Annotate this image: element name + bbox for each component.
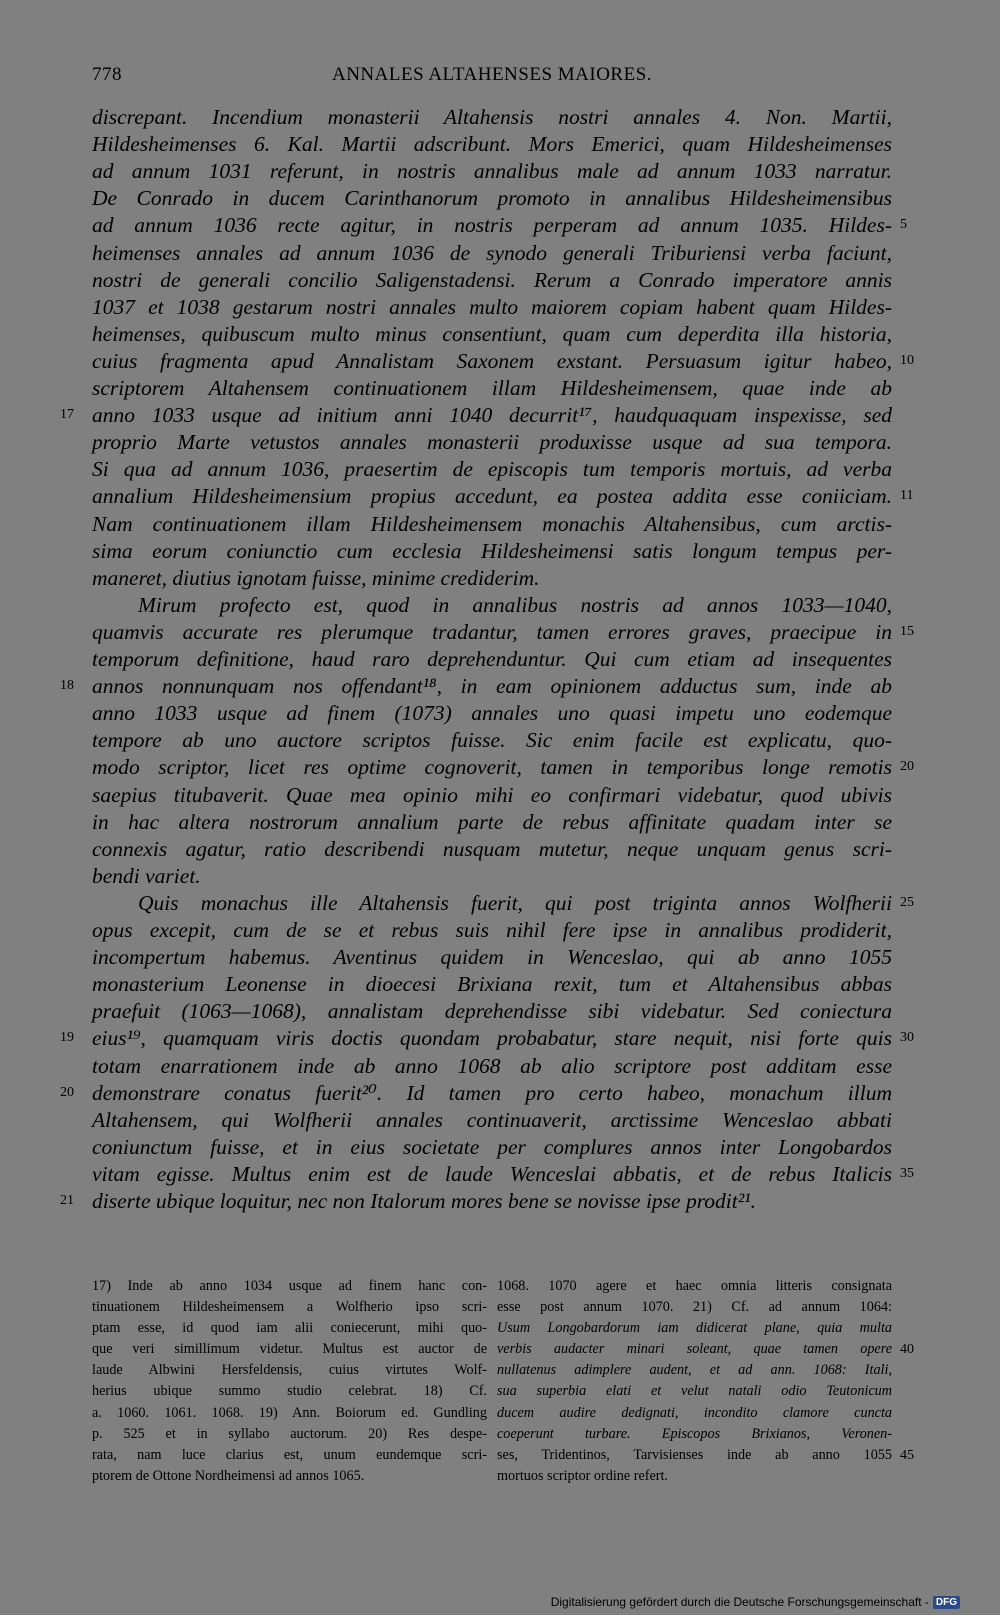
footnote-line: ptam esse, id quod iam alii coniecerunt, mihi quo- bbox=[92, 1320, 487, 1337]
footnote-line: ses, Tridentinos, Tarvisienses inde ab anno 1055 bbox=[497, 1446, 892, 1463]
footnote-line: herius ubique summo studio celebrat. 18) Cf. bbox=[92, 1383, 487, 1400]
credit-text: Digitalisierung gefördert durch die Deutsche Forschungsgemeinschaft - bbox=[550, 1595, 929, 1609]
footnote-line: laude Albwini Hersfeldensis, cuius virtutes Wolf- bbox=[92, 1362, 487, 1379]
footnote-line: esse post annum 1070. 21) Cf. ad annum 1064: bbox=[497, 1299, 892, 1316]
footnote-line-number: 45 bbox=[900, 1447, 914, 1463]
text-line: in hac altera nostrorum annalium parte de rebus affinitate quadam inter se bbox=[92, 809, 892, 834]
margin-footnote-marker: 19 bbox=[60, 1030, 74, 1046]
text-line: connexis agatur, ratio describendi nusquam mutetur, neque unquam genus scri- bbox=[92, 836, 892, 861]
margin-line-number: 35 bbox=[900, 1165, 914, 1181]
footnote-line-number: 40 bbox=[900, 1342, 914, 1358]
text-line: modo scriptor, licet res optime cognoverit, tamen in temporibus longe remotis bbox=[92, 755, 892, 780]
text-line: heimenses annales ad annum 1036 de synodo generali Triburiensi verba faciunt, bbox=[92, 240, 892, 265]
text-line: anno 1033 usque ad initium anni 1040 decurrit¹⁷, haudquaquam inspexisse, sed bbox=[92, 403, 892, 428]
text-line: ad annum 1036 recte agitur, in nostris perperam ad annum 1035. Hildes- bbox=[92, 213, 892, 238]
footnote-line: mortuos scriptor ordine refert. bbox=[497, 1467, 668, 1484]
margin-footnote-marker: 20 bbox=[60, 1084, 74, 1100]
footnote-line: ducem audire dedignati, incondito clamore cuncta bbox=[497, 1404, 892, 1421]
footnote-line: 17) Inde ab anno 1034 usque ad finem hanc con- bbox=[92, 1278, 487, 1294]
margin-line-number: 10 bbox=[900, 352, 914, 368]
text-line: annos nonnunquam nos offendant¹⁸, in eam opinionem adductus sum, inde ab bbox=[92, 674, 892, 699]
margin-footnote-marker: 17 bbox=[60, 407, 74, 423]
footnote-line: rata, nam luce clarius est, unum eundemque scri- bbox=[92, 1446, 487, 1463]
margin-footnote-marker: 18 bbox=[60, 678, 74, 694]
margin-line-number: 25 bbox=[900, 894, 914, 910]
margin-line-number: 15 bbox=[900, 623, 914, 639]
footnote-line: 1068. 1070 agere et haec omnia litteris consignata bbox=[497, 1278, 892, 1294]
footnote-line: a. 1060. 1061. 1068. 19) Ann. Boiorum ed. Gundling bbox=[92, 1404, 487, 1421]
margin-line-number: 20 bbox=[900, 759, 914, 775]
text-line: opus excepit, cum de se et rebus suis nihil fere ipse in annalibus prodiderit, bbox=[92, 918, 892, 942]
margin-line-number: 30 bbox=[900, 1030, 914, 1046]
text-line: Si qua ad annum 1036, praesertim de episcopis tum temporis mortuis, ad verba bbox=[92, 457, 892, 482]
text-line: diserte ubique loquitur, nec non Italorum mores bene se novisse ipse prodit²¹. bbox=[92, 1189, 756, 1213]
running-title: ANNALES ALTAHENSES MAIORES. bbox=[331, 64, 653, 85]
text-line: anno 1033 usque ad finem (1073) annales uno quasi impetu uno eodemque bbox=[92, 701, 892, 726]
text-line: vitam egisse. Multus enim est de laude Wenceslai abbatis, et de rebus Italicis bbox=[92, 1161, 892, 1186]
text-line: Quis monachus ille Altahensis fuerit, qui post triginta annos Wolfherii bbox=[138, 890, 892, 915]
footnote-line: tinuationem Hildesheimensem a Wolfherio ipso scri- bbox=[92, 1299, 487, 1316]
text-line: saepius titubaverit. Quae mea opinio mihi eo confirmari videbatur, quod ubivis bbox=[92, 782, 892, 807]
text-line: discrepant. Incendium monasterii Altahensis nostri annales 4. Non. Martii, bbox=[92, 105, 892, 129]
text-line: scriptorem Altahensem continuationem illam Hildesheimensem, quae inde ab bbox=[92, 376, 892, 400]
text-line: proprio Marte vetustos annales monasterii produxisse usque ad sua tempora. bbox=[92, 430, 892, 455]
text-line: tempore ab uno auctore scriptos fuisse. Sic enim facile est explicatu, quo- bbox=[92, 728, 892, 753]
text-line: Mirum profecto est, quod in annalibus nostris ad annos 1033—1040, bbox=[138, 592, 892, 617]
footnote-line: Usum Longobardorum iam didicerat plane, quia multa bbox=[497, 1320, 892, 1337]
text-line: maneret, diutius ignotam fuisse, minime crediderim. bbox=[92, 565, 540, 590]
text-line: coniunctum fuisse, et in eius societate per complures annos inter Longobardos bbox=[92, 1134, 892, 1159]
text-line: bendi variet. bbox=[92, 863, 201, 888]
footnote-line: p. 525 et in syllabo auctorum. 20) Res despe- bbox=[92, 1425, 487, 1442]
text-line: 1037 et 1038 gestarum nostri annales multo maiorem copiam habent quam Hildes- bbox=[92, 294, 892, 319]
page-header bbox=[92, 64, 892, 94]
text-line: De Conrado in ducem Carinthanorum promoto in annalibus Hildesheimensibus bbox=[92, 186, 892, 211]
dfg-logo: DFG bbox=[933, 1596, 960, 1609]
footnotes-left-column bbox=[92, 1276, 487, 1487]
footnote-line: ptorem de Ottone Nordheimensi ad annos 1065. bbox=[92, 1467, 365, 1484]
text-line: Altahensem, qui Wolfherii annales continuaverit, arctissime Wenceslao abbati bbox=[92, 1107, 892, 1132]
text-line: totam enarrationem inde ab anno 1068 ab alio scriptore post additam esse bbox=[92, 1053, 892, 1078]
text-line: ad annum 1031 referunt, in nostris annalibus male ad annum 1033 narratur. bbox=[92, 159, 892, 184]
text-line: sima eorum coniunctio cum ecclesia Hildesheimensi satis longum tempus per- bbox=[92, 538, 892, 563]
text-line: praefuit (1063—1068), annalistam deprehendisse sibi videbatur. Sed coniectura bbox=[92, 999, 892, 1024]
footnote-line: coeperunt turbare. Episcopos Brixianos, Veronen- bbox=[497, 1425, 892, 1442]
footnote-line: sua superbia elati et velut natali odio Teutonicum bbox=[497, 1383, 892, 1400]
margin-line-number: 11 bbox=[900, 488, 914, 504]
footnote-line: nullatenus adimplere audent, et ad ann. 1068: Itali, bbox=[497, 1362, 892, 1379]
page-number: 778 bbox=[92, 64, 122, 85]
text-line: nostri de generali concilio Saligenstadensi. Rerum a Conrado imperatore annis bbox=[92, 267, 892, 292]
text-line: incompertum habemus. Aventinus quidem in Wenceslao, qui ab anno 1055 bbox=[92, 945, 892, 970]
digitization-credit bbox=[551, 1595, 960, 1609]
text-line: heimenses, quibuscum multo minus consentiunt, quam cum deperdita illa historia, bbox=[92, 321, 892, 346]
footnote-line: que veri simillimum videtur. Multus est auctor de bbox=[92, 1341, 487, 1358]
text-line: Hildesheimenses 6. Kal. Martii adscribunt. Mors Emerici, quam Hildesheimenses bbox=[92, 132, 892, 157]
margin-footnote-marker: 21 bbox=[60, 1193, 74, 1208]
text-line: Nam continuationem illam Hildesheimensem monachis Altahensibus, cum arctis- bbox=[92, 511, 892, 536]
margin-line-number: 5 bbox=[900, 217, 907, 233]
text-line: demonstrare conatus fuerit²⁰. Id tamen pro certo habeo, monachum illum bbox=[92, 1080, 892, 1105]
text-line: quamvis accurate res plerumque tradantur, tamen errores graves, praecipue in bbox=[92, 619, 892, 644]
text-line: monasterium Leonense in dioecesi Brixiana rexit, tum et Altahensibus abbas bbox=[92, 972, 892, 997]
footnote-line: verbis audacter minari soleant, quae tamen opere bbox=[497, 1341, 892, 1358]
text-line: temporum definitione, haud raro deprehenduntur. Qui cum etiam ad insequentes bbox=[92, 647, 892, 671]
footnotes-right-column bbox=[497, 1276, 892, 1487]
text-line: cuius fragmenta apud Annalistam Saxonem exstant. Persuasum igitur habeo, bbox=[92, 348, 892, 373]
text-line: eius¹⁹, quamquam viris doctis quondam probabatur, stare nequit, nisi forte quis bbox=[92, 1026, 892, 1051]
text-line: annalium Hildesheimensium propius accedunt, ea postea addita esse coniiciam. bbox=[92, 484, 892, 509]
